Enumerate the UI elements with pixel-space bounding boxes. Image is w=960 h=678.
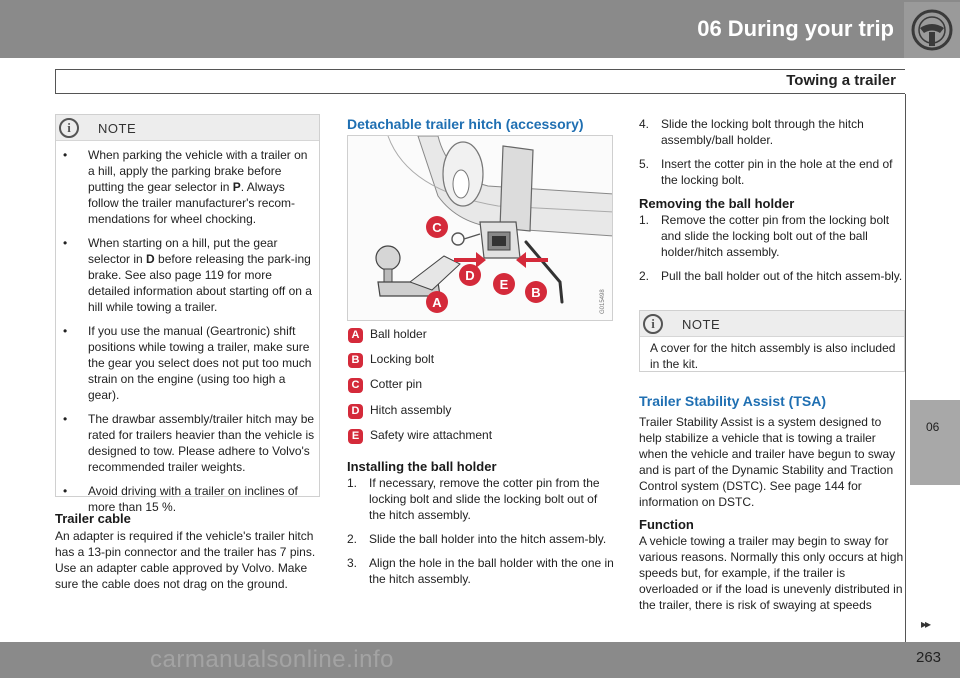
next-page-arrows: ▸▸: [921, 617, 930, 631]
legend-text: Locking bolt: [370, 352, 435, 367]
chapter-tab: [910, 400, 960, 485]
note-bullet-item: [63, 147, 316, 227]
step-number: 3.: [347, 556, 358, 570]
illustration-legend: [347, 325, 613, 451]
bullet-text: If you use the manual (Geartronic) shift positions while towing a trailer, make sure the gear you select does not put too much strain on the engine (using too high a gear).: [88, 324, 312, 402]
section-title: Towing a trailer: [786, 72, 896, 89]
watermark: carmanualsonline.info: [150, 646, 394, 673]
note-label: NOTE: [98, 121, 137, 136]
cover-note-box: [639, 310, 905, 372]
bullet-marker: •: [63, 412, 68, 426]
step-text: Slide the ball holder into the hitch assem-bly.: [369, 532, 607, 546]
step-text: Align the hole in the ball holder with the one in the hitch assembly.: [369, 556, 614, 586]
legend-item: [347, 375, 613, 400]
legend-item: [347, 325, 613, 350]
installing-heading: Installing the ball holder: [347, 459, 497, 474]
step-number: 4.: [639, 117, 650, 131]
callout-b: [525, 281, 547, 303]
step-item: [347, 555, 615, 587]
note-header: [640, 311, 904, 337]
bullet-marker: •: [63, 324, 68, 338]
hitch-illustration: [347, 135, 613, 321]
bullet-emphasis: P: [232, 180, 241, 194]
step-text: Pull the ball holder out of the hitch assem-bly.: [661, 269, 903, 283]
bullet-emphasis: D: [146, 252, 155, 266]
note-bullet-list: [63, 147, 316, 523]
removing-heading: Removing the ball holder: [639, 196, 795, 211]
step-number: 2.: [639, 269, 650, 283]
bullet-text: Avoid driving with a trailer on inclines of more than 15 %.: [88, 484, 298, 514]
chapter-icon-box: [904, 2, 960, 58]
step-text: Slide the locking bolt through the hitch assembly/ball holder.: [661, 117, 864, 147]
legend-text: Cotter pin: [370, 377, 423, 392]
parking-note-box: [55, 114, 320, 514]
callout-e: [493, 273, 515, 295]
step-item: [639, 156, 907, 188]
callout-d: [459, 264, 481, 286]
removing-steps: [639, 212, 907, 292]
step-number: 1.: [639, 213, 650, 227]
installing-steps-continued: [639, 116, 907, 196]
legend-text: Ball holder: [370, 327, 427, 341]
detachable-hitch-heading: Detachable trailer hitch (accessory): [347, 116, 584, 132]
legend-letter-badge: C: [348, 378, 363, 393]
note-label: NOTE: [682, 317, 721, 332]
figure-code: G015498: [600, 289, 606, 314]
section-header-bar: [55, 69, 905, 94]
step-number: 2.: [347, 532, 358, 546]
tsa-text: Trailer Stability Assist is a system designed to help stabilize a vehicle that is towing a trailer when the vehicle and trailer have begun to sway and is part of the Dynamic Stability and Traction Control system (DSTC). See page 144 for information on DSTC.: [639, 415, 896, 509]
info-icon: i: [59, 118, 79, 138]
legend-letter-badge: B: [348, 353, 363, 368]
chapter-title: 06 During your trip: [697, 16, 894, 41]
callout-a: [426, 291, 448, 313]
bullet-marker: •: [63, 484, 68, 498]
step-number: 1.: [347, 476, 358, 490]
trailer-cable-text: An adapter is required if the vehicle's trailer hitch has a 13-pin connector and the trailer has 7 pins. Use an adapter cable approved by Volvo. Make sure the cable does not drag on the ground.: [55, 529, 316, 591]
trailer-cable-heading: Trailer cable: [55, 511, 131, 526]
side-margin-divider: [905, 94, 960, 642]
legend-item: [347, 350, 613, 375]
step-text: If necessary, remove the cotter pin from the locking bolt and slide the locking bolt out of the hitch assembly.: [369, 476, 600, 522]
tsa-heading: Trailer Stability Assist (TSA): [639, 393, 826, 409]
function-text: A vehicle towing a trailer may begin to sway for various reasons. Normally this only occurs at high speeds but, for example, if the trailer is overloaded or if the load is unevenly distributed in the trailer, there is risk of swaying at speeds: [639, 534, 904, 612]
legend-item: [347, 426, 613, 451]
note-header: [56, 115, 319, 141]
step-text: Remove the cotter pin from the locking bolt and slide the locking bolt out of the ball holder/hitch assembly.: [661, 213, 890, 259]
info-icon: i: [643, 314, 663, 334]
svg-text:B: B: [531, 285, 541, 300]
svg-text:C: C: [432, 220, 442, 235]
bullet-text-end: before releasing the park-ing brake. See also page 119 for more detailed information about starting off on a hill while towing a trailer.: [88, 252, 312, 314]
function-heading: Function: [639, 517, 694, 532]
step-item: [347, 531, 615, 547]
bullet-marker: •: [63, 236, 68, 250]
svg-text:D: D: [465, 268, 475, 283]
legend-text: Hitch assembly: [370, 402, 452, 417]
legend-item: [347, 401, 613, 426]
step-number: 5.: [639, 157, 650, 171]
bullet-text: When parking the vehicle with a trailer on a hill, apply the parking brake before putting the gear selector in: [88, 148, 308, 194]
page-footer: [0, 642, 960, 678]
bullet-marker: •: [63, 148, 68, 162]
step-item: [639, 268, 907, 284]
step-item: [639, 212, 907, 260]
page-number: 263: [916, 649, 942, 666]
bullet-text: The drawbar assembly/trailer hitch may be rated for trailers heavier than the vehicle is designed to tow. Please adhere to Volvo's recommended trailer weights.: [88, 412, 315, 474]
step-item: [347, 475, 615, 523]
note-bullet-item: [63, 235, 316, 315]
trailer-hitch-drawing: [348, 136, 613, 321]
legend-letter-badge: A: [348, 328, 363, 343]
installing-steps: [347, 475, 615, 595]
note-bullet-item: [63, 323, 316, 403]
bullet-text-end: . Always follow the trailer manufacturer's recom-mendations for wheel chocking.: [88, 180, 296, 226]
svg-text:E: E: [499, 277, 509, 292]
step-text: Insert the cotter pin in the hole at the end of the locking bolt.: [661, 157, 893, 187]
legend-letter-badge: E: [348, 429, 363, 444]
step-item: [639, 116, 907, 148]
steering-wheel-icon: [910, 8, 954, 52]
cover-note-text: A cover for the hitch assembly is also included in the kit.: [650, 341, 896, 371]
svg-text:A: A: [432, 295, 442, 310]
legend-letter-badge: D: [348, 404, 363, 419]
legend-text: Safety wire attachment: [370, 427, 493, 442]
chapter-tab-number: 06: [926, 420, 940, 434]
bullet-text: When starting on a hill, put the gear selector in: [88, 236, 278, 266]
note-bullet-item: [63, 411, 316, 475]
callout-c: [426, 216, 448, 238]
